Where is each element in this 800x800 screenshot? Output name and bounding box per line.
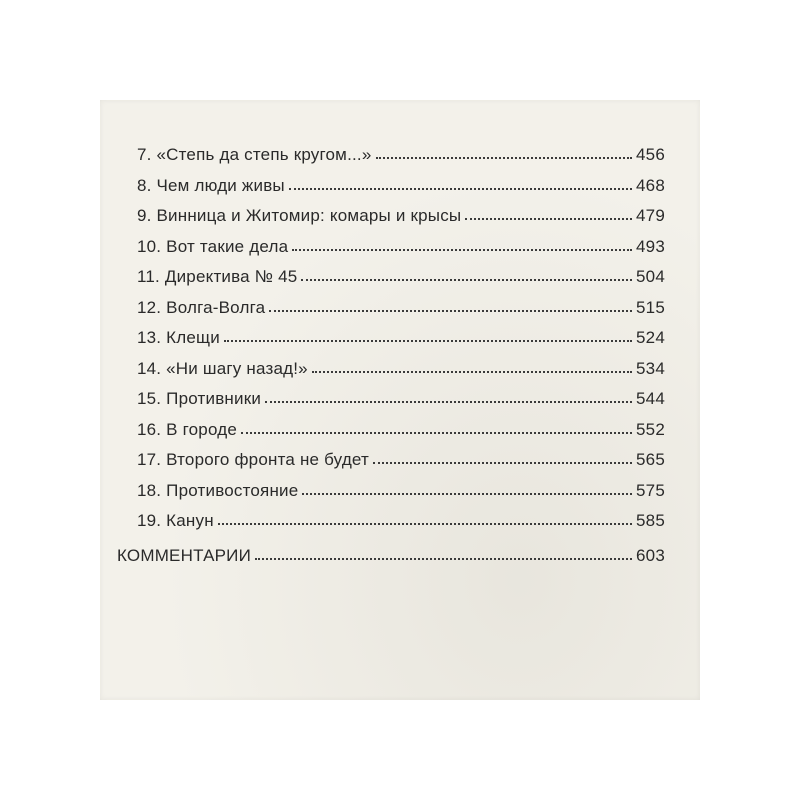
toc-entry-title: 8. Чем люди живы xyxy=(137,175,285,195)
toc-entry-page: 479 xyxy=(636,206,665,225)
toc-entry-page: 493 xyxy=(636,236,665,256)
toc-entry-title: 11. Директива № 45 xyxy=(137,267,298,286)
toc-entry xyxy=(117,298,665,329)
toc-entry xyxy=(117,481,665,512)
table-of-contents xyxy=(117,145,665,576)
toc-entry xyxy=(117,389,665,420)
dot-leader xyxy=(289,188,632,190)
dot-leader xyxy=(301,279,632,281)
dot-leader xyxy=(265,401,632,403)
dot-leader xyxy=(465,218,632,220)
toc-entry-page: 524 xyxy=(636,328,665,347)
dot-leader xyxy=(292,249,632,251)
toc-entry-page: 565 xyxy=(636,450,665,469)
toc-entry-page: 575 xyxy=(636,480,665,500)
toc-entry xyxy=(117,206,665,237)
toc-entry-page: 504 xyxy=(636,267,665,286)
toc-entry xyxy=(117,267,665,298)
toc-section-page: 603 xyxy=(636,545,665,565)
toc-entry xyxy=(117,420,665,451)
toc-entry-title: 14. «Ни шагу назад!» xyxy=(137,358,308,378)
toc-section-entry xyxy=(117,546,665,577)
dot-leader xyxy=(269,310,632,312)
toc-entry-page: 585 xyxy=(636,511,665,530)
toc-entry xyxy=(117,511,665,542)
toc-entry-title: 13. Клещи xyxy=(137,328,220,347)
toc-entry xyxy=(117,328,665,359)
dot-leader xyxy=(302,493,632,495)
toc-entry-title: 19. Канун xyxy=(137,511,214,530)
dot-leader xyxy=(376,157,633,159)
dot-leader xyxy=(224,340,632,342)
toc-entry-title: 18. Противостояние xyxy=(137,480,299,500)
dot-leader xyxy=(373,462,632,464)
toc-entry-title: 7. «Степь да степь кругом...» xyxy=(137,145,372,164)
toc-entry xyxy=(117,450,665,481)
toc-entry-title: 10. Вот такие дела xyxy=(137,236,289,256)
toc-entry-title: 15. Противники xyxy=(137,389,262,408)
toc-entry xyxy=(117,359,665,390)
toc-entry-page: 456 xyxy=(636,145,665,164)
toc-entry-page: 552 xyxy=(636,419,665,439)
dot-leader xyxy=(255,558,632,560)
toc-entry-title: 16. В городе xyxy=(137,419,238,439)
toc-entry-page: 544 xyxy=(636,389,665,408)
dot-leader xyxy=(241,432,632,434)
toc-entry xyxy=(117,237,665,268)
dot-leader xyxy=(312,371,632,373)
toc-entry-page: 468 xyxy=(636,175,665,195)
toc-entry-page: 534 xyxy=(636,358,665,378)
toc-entry-title: 9. Винница и Житомир: комары и крысы xyxy=(137,206,462,225)
dot-leader xyxy=(218,523,632,525)
toc-entry-page: 515 xyxy=(636,297,665,317)
toc-entry-title: 12. Волга-Волга xyxy=(137,297,266,317)
toc-section-title: КОММЕНТАРИИ xyxy=(117,545,252,565)
toc-entry xyxy=(117,145,665,176)
toc-entry-title: 17. Второго фронта не будет xyxy=(137,450,370,469)
toc-entry xyxy=(117,176,665,207)
